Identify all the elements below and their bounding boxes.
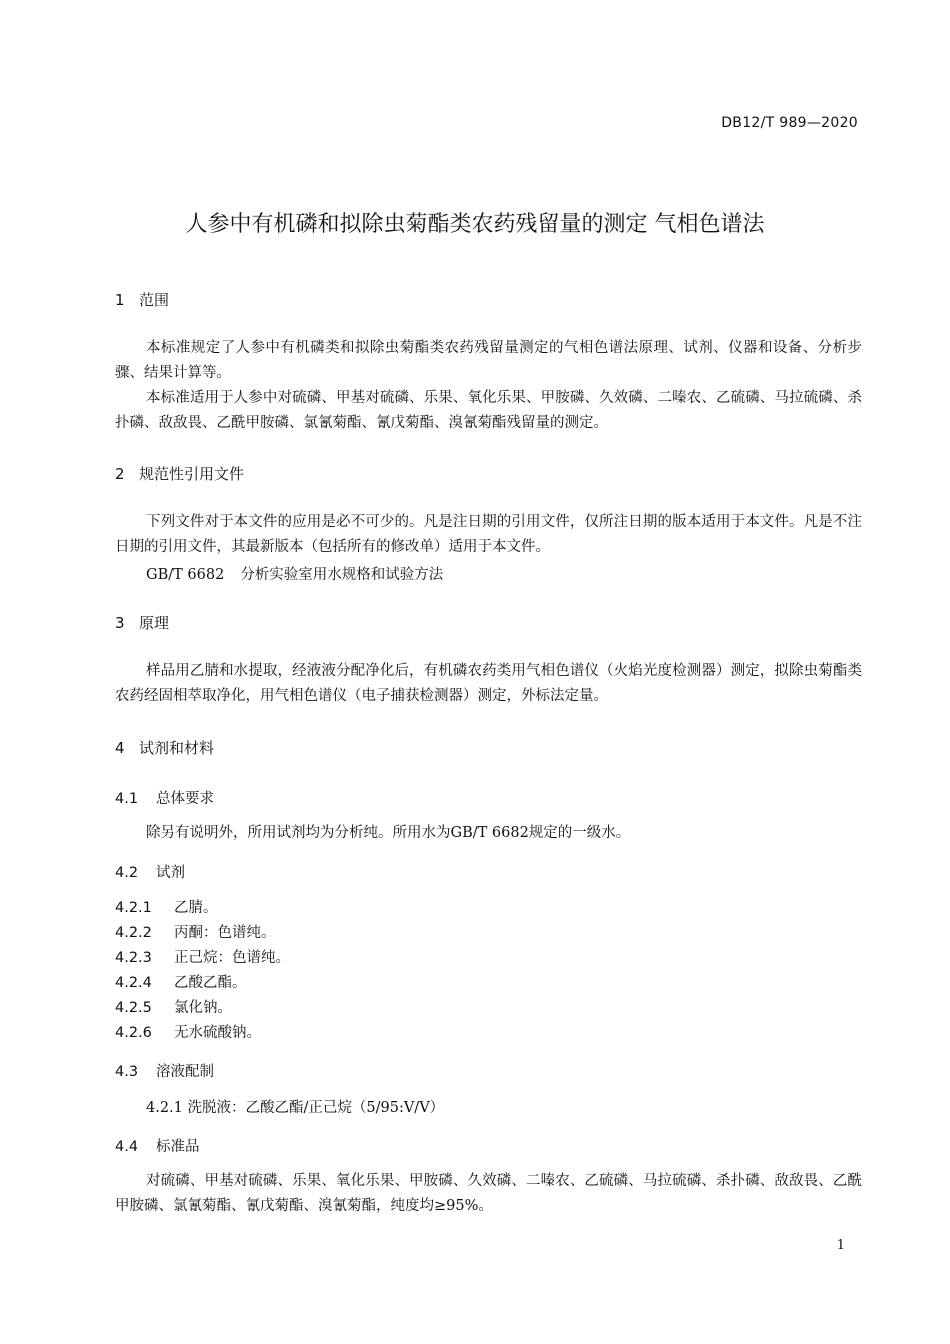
document-code: DB12/T 989—2020 (721, 115, 858, 131)
item-number: 4.2.6 (115, 1025, 152, 1041)
item-number: 4.2.4 (115, 975, 152, 991)
item-number: 4.2.3 (115, 950, 152, 966)
subsection-4-4-text: 对硫磷、甲基对硫磷、乐果、氧化乐果、甲胺磷、久效磷、二嗪农、乙硫磷、马拉硫磷、杀扑磷、敌敌畏、乙酰甲胺磷、氯氰菊酯、氰戊菊酯、溴氰菊酯，纯度均≥95%。 (115, 1173, 862, 1214)
subsection-title: 总体要求 (156, 791, 214, 807)
subsection-title: 标准品 (156, 1139, 200, 1155)
section-2-paragraph-1: 下列文件对于本文件的应用是必不可少的。凡是注日期的引用文件，仅所注日期的版本适用于本文件。凡是不注日期的引用文件，其最新版本（包括所有的修改单）适用于本文件。 (115, 514, 862, 555)
subsection-4-3-text: 4.2.1 洗脱液：乙酸乙酯/正己烷（5/95:V/V） (146, 1100, 445, 1116)
reagent-item (115, 921, 276, 946)
item-number: 4.2.1 (115, 900, 152, 916)
reagent-item (115, 996, 232, 1021)
item-text: 乙腈。 (174, 900, 218, 916)
reagent-item (115, 1021, 261, 1046)
item-text: 正己烷：色谱纯。 (174, 950, 290, 966)
section-number: 2 (115, 465, 125, 483)
item-number: 4.2.5 (115, 1000, 152, 1016)
subsection-4-4-heading (115, 1135, 200, 1156)
section-title: 原理 (139, 614, 170, 632)
item-number: 4.2.2 (115, 925, 152, 941)
subsection-4-1-text: 除另有说明外，所用试剂均为分析纯。所用水为GB/T 6682规定的一级水。 (146, 825, 631, 841)
reference-title: 分析实验室用水规格和试验方法 (240, 567, 444, 583)
item-text: 乙酸乙酯。 (174, 975, 247, 991)
section-number: 3 (115, 614, 125, 632)
reagent-item (115, 896, 218, 921)
item-text: 无水硫酸钠。 (174, 1025, 261, 1041)
subsection-number: 4.3 (115, 1064, 139, 1080)
subsection-title: 溶液配制 (156, 1064, 214, 1080)
section-number: 4 (115, 739, 125, 757)
page-number: 1 (836, 1238, 845, 1253)
reagent-item (115, 946, 290, 971)
item-text: 氯化钠。 (174, 1000, 232, 1016)
subsection-number: 4.1 (115, 791, 139, 807)
section-1-heading (115, 289, 169, 310)
subsection-4-1-heading (115, 787, 214, 808)
subsection-number: 4.2 (115, 865, 139, 881)
section-title: 范围 (139, 291, 170, 309)
section-1-paragraph-2: 本标准适用于人参中对硫磷、甲基对硫磷、乐果、氧化乐果、甲胺磷、久效磷、二嗪农、乙硫磷、马拉硫磷、杀扑磷、敌敌畏、乙酰甲胺磷、氯氰菊酯、氰戊菊酯、溴氰菊酯残留量的测定。 (115, 390, 862, 431)
section-title: 试剂和材料 (139, 739, 215, 757)
subsection-title: 试剂 (156, 865, 185, 881)
section-title: 规范性引用文件 (139, 465, 245, 483)
normative-reference (146, 563, 443, 584)
reagent-item (115, 971, 247, 996)
section-3-paragraph-1: 样品用乙腈和水提取，经液液分配净化后，有机磷农药类用气相色谱仪（火焰光度检测器）测定，拟除虫菊酯类农药经固相萃取净化，用气相色谱仪（电子捕获检测器）测定，外标法定量。 (115, 663, 862, 704)
section-4-heading (115, 737, 214, 758)
reference-code: GB/T 6682 (146, 567, 225, 583)
document-title: 人参中有机磷和拟除虫菊酯类农药残留量的测定 气相色谱法 (185, 212, 765, 237)
subsection-4-3-heading (115, 1060, 214, 1081)
section-number: 1 (115, 291, 125, 309)
section-1-paragraph-1: 本标准规定了人参中有机磷类和拟除虫菊酯类农药残留量测定的气相色谱法原理、试剂、仪器和设备、分析步骤、结果计算等。 (115, 340, 862, 381)
section-3-heading (115, 612, 169, 633)
subsection-4-2-heading (115, 861, 185, 882)
item-text: 丙酮：色谱纯。 (174, 925, 276, 941)
subsection-number: 4.4 (115, 1139, 139, 1155)
section-2-heading (115, 463, 244, 484)
